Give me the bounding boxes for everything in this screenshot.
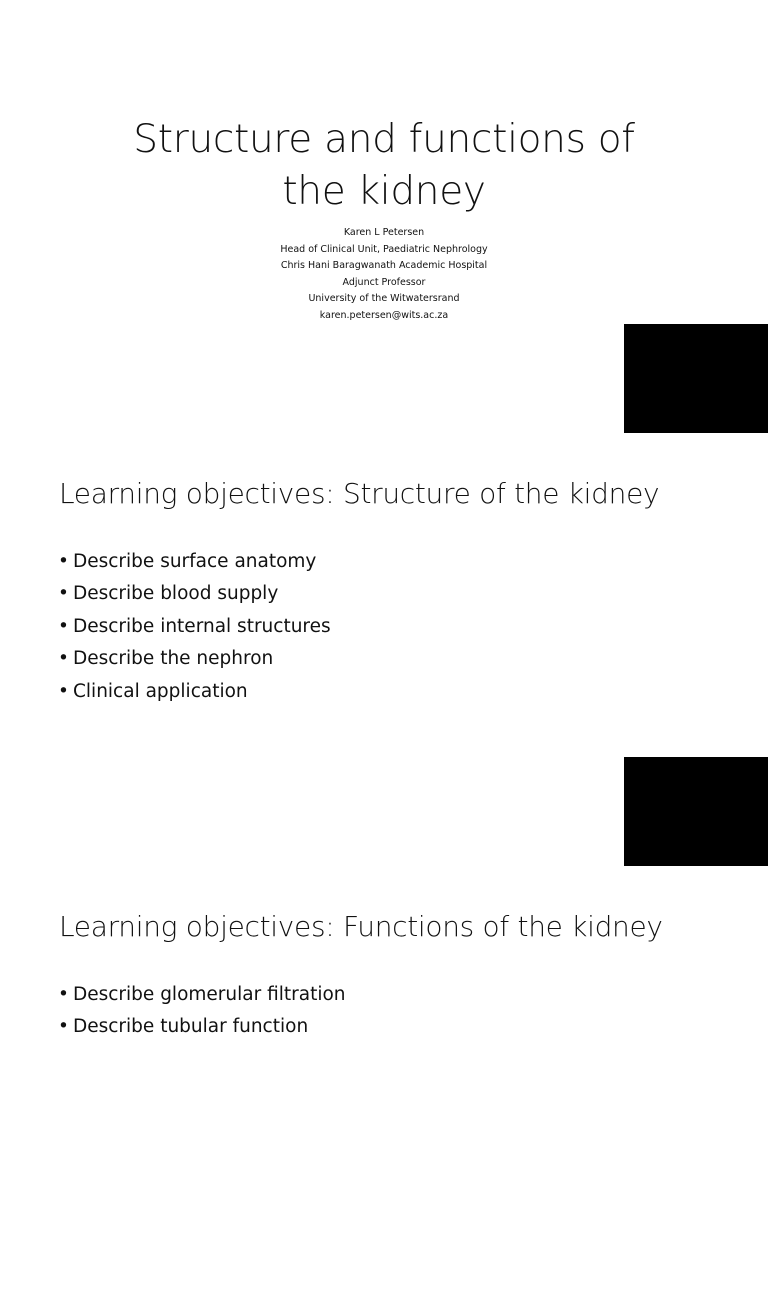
bullet-marker: • bbox=[58, 615, 69, 637]
slide-heading: Learning objectives: Structure of the kidney bbox=[59, 477, 660, 510]
bullet-text: Describe glomerular filtration bbox=[73, 984, 346, 1005]
slide-heading: Learning objectives: Functions of the kidney bbox=[59, 910, 663, 943]
author-position: Head of Clinical Unit, Paediatric Nephrology bbox=[280, 243, 488, 255]
author-email: karen.petersen@wits.ac.za bbox=[319, 309, 449, 321]
bullet-marker: • bbox=[58, 583, 69, 605]
title-line-1: Structure and functions of bbox=[133, 117, 635, 162]
bullet-item bbox=[58, 676, 331, 708]
bullet-item bbox=[58, 643, 331, 675]
bullet-list bbox=[58, 546, 331, 708]
author-title: Adjunct Professor bbox=[342, 276, 426, 288]
slide-divider-block bbox=[624, 757, 768, 866]
functions-objectives-slide bbox=[0, 866, 768, 1299]
title-slide bbox=[0, 0, 768, 433]
bullet-text: Describe tubular function bbox=[73, 1016, 309, 1038]
bullet-item bbox=[58, 979, 346, 1011]
bullet-item bbox=[58, 578, 331, 610]
slide-title bbox=[0, 114, 768, 218]
bullet-marker: • bbox=[58, 680, 69, 702]
bullet-list bbox=[58, 979, 346, 1044]
author-hospital: Chris Hani Baragwanath Academic Hospital bbox=[280, 260, 488, 272]
bullet-item bbox=[58, 1011, 346, 1043]
structure-objectives-slide bbox=[0, 433, 768, 866]
bullet-item bbox=[58, 546, 331, 578]
author-university: University of the Witwatersrand bbox=[308, 293, 460, 305]
bullet-text: Describe the nephron bbox=[73, 648, 274, 670]
bullet-text: Describe blood supply bbox=[73, 583, 279, 605]
bullet-text: Describe surface anatomy bbox=[73, 551, 317, 572]
slide-divider-block bbox=[624, 324, 768, 433]
bullet-marker: • bbox=[58, 1016, 69, 1038]
author-name: Karen L Petersen bbox=[343, 227, 425, 238]
bullet-marker: • bbox=[58, 648, 69, 670]
title-line-2: the kidney bbox=[282, 169, 486, 214]
bullet-marker: • bbox=[58, 984, 69, 1005]
bullet-text: Clinical application bbox=[73, 680, 248, 702]
bullet-text: Describe internal structures bbox=[73, 615, 331, 637]
author-info bbox=[0, 225, 768, 325]
bullet-item bbox=[58, 611, 331, 643]
bullet-marker: • bbox=[58, 551, 69, 572]
